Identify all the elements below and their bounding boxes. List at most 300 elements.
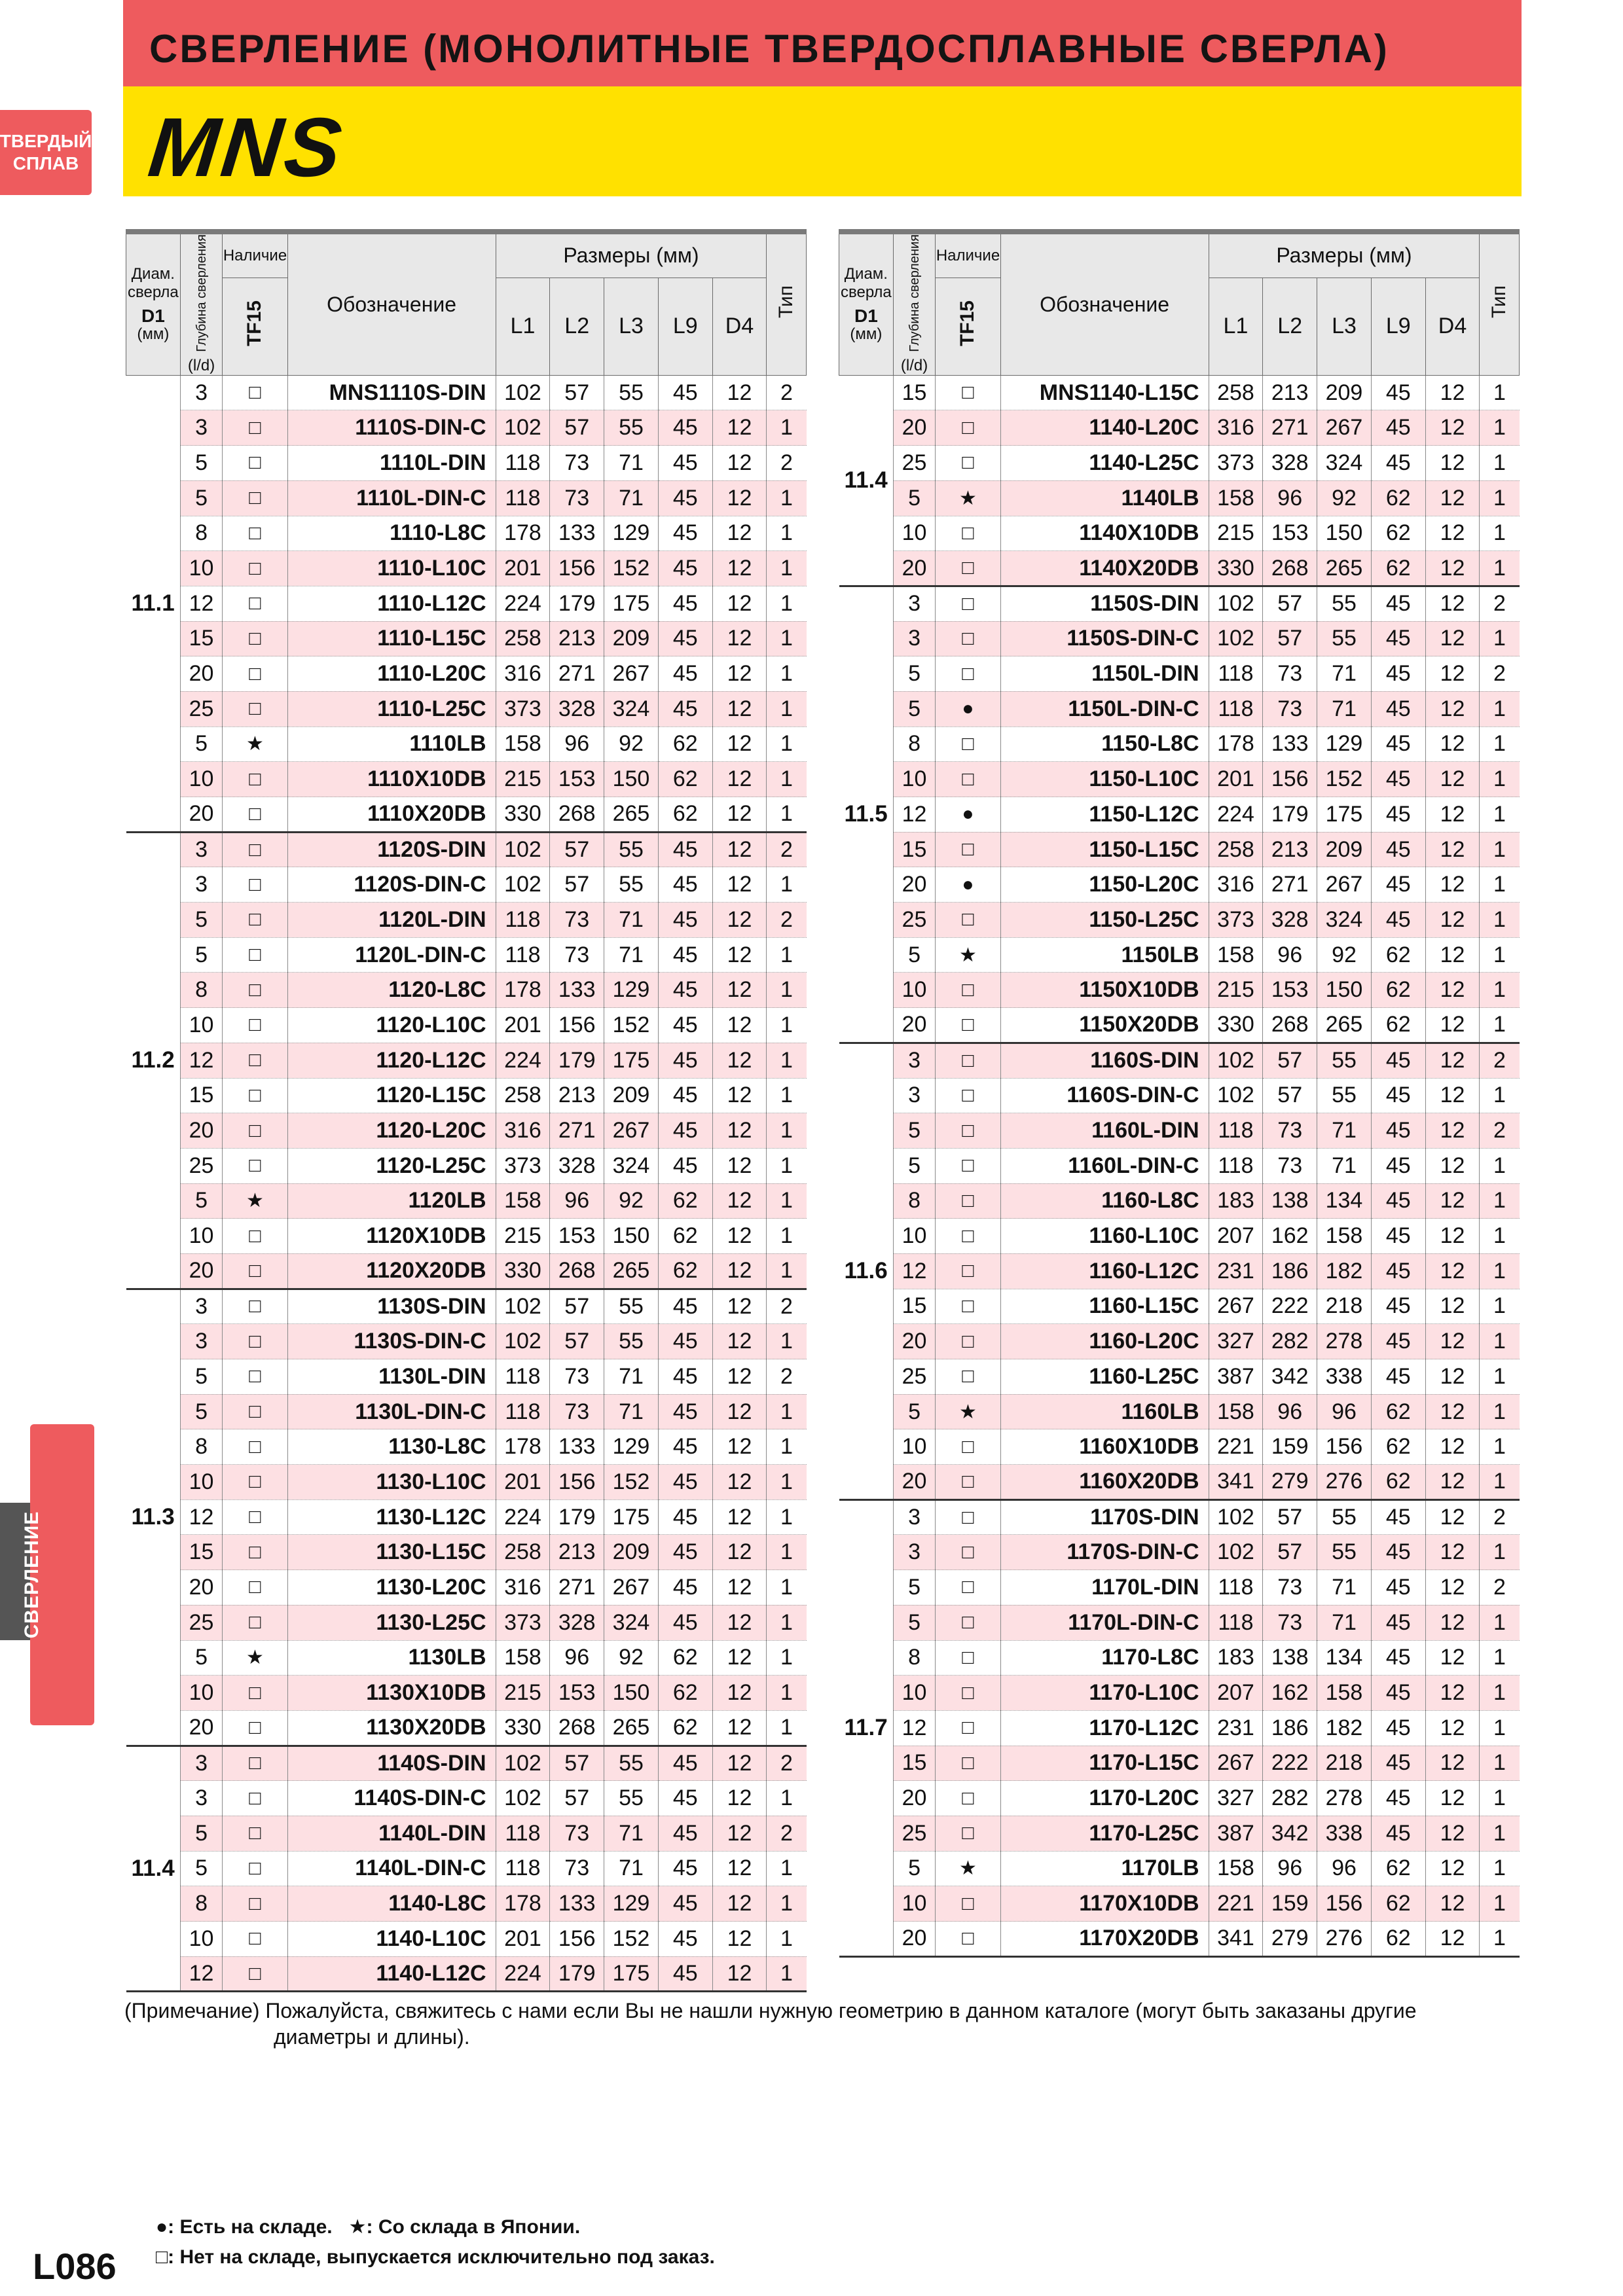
cell-l3: 150 xyxy=(604,1219,659,1254)
table-row xyxy=(126,1289,807,1324)
cell-stock: □ xyxy=(936,1289,1000,1324)
cell-d4: 12 xyxy=(712,1886,767,1922)
cell-type: 1 xyxy=(767,1499,807,1535)
cell-type: 1 xyxy=(1480,1148,1520,1183)
cell-l1: 118 xyxy=(496,1851,550,1886)
cell-l1: 178 xyxy=(1209,726,1263,762)
cell-diameter: 11.7 xyxy=(839,1499,894,1956)
cell-depth: 3 xyxy=(893,621,936,656)
cell-designation: 1170L-DIN xyxy=(1000,1570,1209,1605)
cell-stock: □ xyxy=(936,375,1000,410)
cell-d4: 12 xyxy=(1425,1253,1480,1289)
cell-diameter: 11.6 xyxy=(839,1043,894,1499)
cell-designation: 1170LB xyxy=(1000,1851,1209,1886)
cell-type: 1 xyxy=(767,1394,807,1429)
table-row xyxy=(839,973,1520,1008)
cell-stock: □ xyxy=(223,1746,287,1781)
cell-type: 2 xyxy=(767,446,807,481)
cell-depth: 15 xyxy=(893,832,936,867)
cell-l3: 265 xyxy=(1317,551,1372,586)
cell-l9: 62 xyxy=(1371,1008,1425,1043)
cell-l3: 92 xyxy=(604,1640,659,1676)
cell-l9: 45 xyxy=(1371,1078,1425,1113)
cell-depth: 15 xyxy=(180,621,223,656)
cell-depth: 25 xyxy=(893,446,936,481)
cell-designation: 1140X20DB xyxy=(1000,551,1209,586)
cell-l2: 342 xyxy=(1263,1359,1317,1395)
cell-type: 1 xyxy=(1480,410,1520,446)
table-row xyxy=(126,1746,807,1781)
cell-depth: 3 xyxy=(893,1535,936,1570)
cell-l2: 271 xyxy=(550,1570,604,1605)
cell-designation: 1160L-DIN-C xyxy=(1000,1148,1209,1183)
cell-designation: 1130LB xyxy=(287,1640,496,1676)
cell-d4: 12 xyxy=(1425,1886,1480,1922)
cell-type: 1 xyxy=(767,973,807,1008)
cell-l1: 102 xyxy=(496,1746,550,1781)
cell-l9: 45 xyxy=(658,1429,712,1465)
table-row xyxy=(839,1781,1520,1816)
cell-l3: 276 xyxy=(1317,1465,1372,1500)
cell-l3: 267 xyxy=(604,1570,659,1605)
table-row xyxy=(839,621,1520,656)
cell-l3: 175 xyxy=(604,1499,659,1535)
header-l9: L9 xyxy=(658,278,712,375)
cell-type: 1 xyxy=(767,797,807,833)
cell-l9: 62 xyxy=(1371,1851,1425,1886)
table-row xyxy=(839,1676,1520,1711)
cell-l9: 45 xyxy=(658,410,712,446)
cell-l2: 138 xyxy=(1263,1640,1317,1676)
cell-depth: 10 xyxy=(180,551,223,586)
cell-depth: 5 xyxy=(180,480,223,516)
cell-depth: 5 xyxy=(893,937,936,973)
cell-stock: □ xyxy=(936,1043,1000,1078)
cell-l3: 175 xyxy=(604,586,659,621)
cell-designation: MNS1110S-DIN xyxy=(287,375,496,410)
cell-designation: 1130S-DIN-C xyxy=(287,1324,496,1359)
cell-depth: 10 xyxy=(180,1676,223,1711)
title-bar xyxy=(123,0,1522,86)
cell-stock: ★ xyxy=(223,1640,287,1676)
cell-l1: 224 xyxy=(496,586,550,621)
cell-stock: □ xyxy=(936,1570,1000,1605)
table-row xyxy=(126,1535,807,1570)
cell-l2: 57 xyxy=(550,1289,604,1324)
table-row xyxy=(126,1429,807,1465)
cell-d4: 12 xyxy=(1425,867,1480,903)
cell-type: 1 xyxy=(1480,1008,1520,1043)
cell-d4: 12 xyxy=(712,1008,767,1043)
cell-d4: 12 xyxy=(712,762,767,797)
cell-d4: 12 xyxy=(1425,1499,1480,1535)
cell-l3: 92 xyxy=(604,1183,659,1219)
header-grade xyxy=(936,278,1000,375)
cell-l3: 152 xyxy=(604,1008,659,1043)
cell-stock: □ xyxy=(936,1253,1000,1289)
cell-d4: 12 xyxy=(1425,726,1480,762)
cell-l9: 45 xyxy=(1371,446,1425,481)
cell-l1: 118 xyxy=(1209,1570,1263,1605)
cell-l9: 62 xyxy=(658,797,712,833)
cell-stock: □ xyxy=(223,1605,287,1640)
table-row xyxy=(839,1078,1520,1113)
cell-depth: 3 xyxy=(180,1746,223,1781)
table-row xyxy=(126,375,807,410)
cell-l1: 330 xyxy=(1209,1008,1263,1043)
cell-d4: 12 xyxy=(712,410,767,446)
cell-type: 1 xyxy=(1480,1746,1520,1781)
cell-type: 2 xyxy=(1480,1499,1520,1535)
cell-l2: 153 xyxy=(550,1219,604,1254)
cell-d4: 12 xyxy=(1425,1078,1480,1113)
table-row xyxy=(126,621,807,656)
cell-designation: 1110L-DIN-C xyxy=(287,480,496,516)
cell-l2: 159 xyxy=(1263,1429,1317,1465)
cell-depth: 5 xyxy=(893,1570,936,1605)
table-row xyxy=(126,1113,807,1149)
table-row xyxy=(126,1851,807,1886)
cell-depth: 10 xyxy=(893,1676,936,1711)
cell-designation: 1170S-DIN xyxy=(1000,1499,1209,1535)
cell-l3: 71 xyxy=(604,1394,659,1429)
cell-d4: 12 xyxy=(712,1043,767,1078)
cell-d4: 12 xyxy=(712,832,767,867)
cell-designation: 1150-L12C xyxy=(1000,797,1209,833)
cell-designation: 1170L-DIN-C xyxy=(1000,1605,1209,1640)
cell-depth: 5 xyxy=(180,1359,223,1395)
cell-l2: 186 xyxy=(1263,1253,1317,1289)
cell-l1: 158 xyxy=(1209,937,1263,973)
cell-d4: 12 xyxy=(1425,1851,1480,1886)
header-depth-label: Глубина сверления xyxy=(907,234,922,352)
table-row xyxy=(839,1148,1520,1183)
table-row xyxy=(839,691,1520,726)
cell-l1: 158 xyxy=(1209,1851,1263,1886)
cell-l9: 45 xyxy=(658,1289,712,1324)
cell-l3: 150 xyxy=(604,762,659,797)
cell-designation: 1160X10DB xyxy=(1000,1429,1209,1465)
cell-stock: □ xyxy=(936,1781,1000,1816)
cell-l2: 222 xyxy=(1263,1746,1317,1781)
cell-designation: 1120L-DIN xyxy=(287,903,496,938)
cell-designation: 1130L-DIN-C xyxy=(287,1394,496,1429)
cell-l3: 152 xyxy=(604,1922,659,1957)
cell-type: 1 xyxy=(1480,1886,1520,1922)
cell-d4: 12 xyxy=(1425,1570,1480,1605)
cell-type: 1 xyxy=(767,1113,807,1149)
cell-designation: 1120-L15C xyxy=(287,1078,496,1113)
cell-designation: 1130X10DB xyxy=(287,1676,496,1711)
cell-d4: 12 xyxy=(1425,973,1480,1008)
cell-type: 1 xyxy=(767,1781,807,1816)
table-row xyxy=(126,1394,807,1429)
cell-l9: 45 xyxy=(658,621,712,656)
cell-l2: 213 xyxy=(550,1078,604,1113)
cell-stock: □ xyxy=(936,586,1000,621)
cell-type: 2 xyxy=(1480,1113,1520,1149)
cell-stock: □ xyxy=(936,1008,1000,1043)
cell-d4: 12 xyxy=(712,1851,767,1886)
cell-d4: 12 xyxy=(712,1922,767,1957)
cell-l2: 57 xyxy=(550,1746,604,1781)
cell-l9: 45 xyxy=(658,1605,712,1640)
cell-type: 1 xyxy=(767,1183,807,1219)
table-row xyxy=(839,375,1520,410)
legend-not-in-stock: □: Нет на складе, выпускается исключительно под заказ. xyxy=(156,2246,715,2268)
header-d1-line4: (мм) xyxy=(137,325,170,344)
cell-d4: 12 xyxy=(1425,446,1480,481)
cell-l2: 73 xyxy=(550,1851,604,1886)
cell-depth: 3 xyxy=(893,1499,936,1535)
cell-l2: 268 xyxy=(550,797,604,833)
cell-stock: □ xyxy=(223,1043,287,1078)
cell-d4: 12 xyxy=(1425,903,1480,938)
cell-depth: 15 xyxy=(180,1535,223,1570)
cell-designation: 1140-L25C xyxy=(1000,446,1209,481)
cell-depth: 5 xyxy=(893,656,936,692)
cell-l1: 330 xyxy=(496,1253,550,1289)
cell-stock: □ xyxy=(936,410,1000,446)
cell-depth: 15 xyxy=(893,1746,936,1781)
cell-l1: 327 xyxy=(1209,1781,1263,1816)
cell-d4: 12 xyxy=(712,1219,767,1254)
cell-l2: 282 xyxy=(1263,1781,1317,1816)
cell-type: 1 xyxy=(1480,446,1520,481)
cell-depth: 25 xyxy=(180,1148,223,1183)
header-type-label: Тип xyxy=(1488,285,1510,318)
cell-l2: 73 xyxy=(550,937,604,973)
cell-d4: 12 xyxy=(1425,410,1480,446)
cell-d4: 12 xyxy=(1425,1922,1480,1957)
cell-l2: 179 xyxy=(1263,797,1317,833)
cell-stock: □ xyxy=(936,1078,1000,1113)
cell-l3: 129 xyxy=(604,516,659,551)
table-row xyxy=(839,797,1520,833)
cell-depth: 5 xyxy=(893,1394,936,1429)
cell-designation: 1160L-DIN xyxy=(1000,1113,1209,1149)
cell-type: 1 xyxy=(767,937,807,973)
cell-l1: 316 xyxy=(1209,410,1263,446)
cell-l2: 268 xyxy=(1263,1008,1317,1043)
cell-l1: 201 xyxy=(496,1922,550,1957)
page-number: L086 xyxy=(33,2246,117,2287)
cell-l1: 201 xyxy=(1209,762,1263,797)
header-d1-line2: сверла xyxy=(128,283,179,302)
cell-stock: □ xyxy=(223,903,287,938)
cell-l2: 73 xyxy=(550,480,604,516)
table-row xyxy=(126,446,807,481)
cell-designation: 1160S-DIN xyxy=(1000,1043,1209,1078)
cell-l2: 73 xyxy=(550,1394,604,1429)
side-tab-material xyxy=(0,110,92,195)
cell-l2: 73 xyxy=(550,1816,604,1851)
cell-l3: 55 xyxy=(1317,1078,1372,1113)
cell-l3: 71 xyxy=(604,1851,659,1886)
cell-stock: □ xyxy=(223,1394,287,1429)
cell-l1: 258 xyxy=(1209,375,1263,410)
header-grade-label: TF15 xyxy=(244,300,266,347)
cell-stock: □ xyxy=(223,1535,287,1570)
legend-row-stock xyxy=(156,2212,715,2242)
cell-l9: 62 xyxy=(1371,1886,1425,1922)
cell-l3: 92 xyxy=(604,726,659,762)
cell-l9: 45 xyxy=(658,1886,712,1922)
cell-designation: 1150LB xyxy=(1000,937,1209,973)
cell-l2: 162 xyxy=(1263,1676,1317,1711)
cell-l3: 71 xyxy=(1317,691,1372,726)
cell-d4: 12 xyxy=(712,1605,767,1640)
cell-d4: 12 xyxy=(712,551,767,586)
cell-l3: 71 xyxy=(604,446,659,481)
cell-stock: ★ xyxy=(223,1183,287,1219)
table-row xyxy=(126,937,807,973)
cell-l2: 179 xyxy=(550,1043,604,1078)
cell-l9: 45 xyxy=(1371,1781,1425,1816)
cell-type: 1 xyxy=(767,1640,807,1676)
cell-l1: 231 xyxy=(1209,1253,1263,1289)
cell-l9: 45 xyxy=(1371,1113,1425,1149)
cell-l3: 158 xyxy=(1317,1219,1372,1254)
table-row xyxy=(126,1148,807,1183)
cell-l3: 278 xyxy=(1317,1324,1372,1359)
cell-l1: 215 xyxy=(1209,516,1263,551)
cell-type: 1 xyxy=(767,410,807,446)
cell-designation: 1140L-DIN xyxy=(287,1816,496,1851)
cell-depth: 8 xyxy=(180,973,223,1008)
cell-depth: 5 xyxy=(180,1394,223,1429)
cell-l3: 71 xyxy=(1317,1148,1372,1183)
cell-l3: 55 xyxy=(604,1324,659,1359)
cell-type: 1 xyxy=(767,656,807,692)
cell-d4: 12 xyxy=(1425,691,1480,726)
table-row xyxy=(839,586,1520,621)
cell-designation: 1150-L8C xyxy=(1000,726,1209,762)
cell-diameter: 11.3 xyxy=(126,1289,181,1746)
cell-d4: 12 xyxy=(1425,832,1480,867)
table-row xyxy=(126,551,807,586)
cell-stock: ● xyxy=(936,691,1000,726)
cell-l2: 57 xyxy=(1263,1078,1317,1113)
cell-l2: 162 xyxy=(1263,1219,1317,1254)
cell-l1: 118 xyxy=(496,1394,550,1429)
cell-type: 1 xyxy=(1480,1394,1520,1429)
cell-depth: 3 xyxy=(180,832,223,867)
cell-depth: 20 xyxy=(893,551,936,586)
cell-l1: 316 xyxy=(1209,867,1263,903)
cell-l1: 373 xyxy=(1209,446,1263,481)
cell-designation: 1130-L25C xyxy=(287,1605,496,1640)
table-row xyxy=(839,937,1520,973)
cell-depth: 20 xyxy=(893,1781,936,1816)
legend-in-stock: ●: Есть на складе. xyxy=(156,2216,333,2238)
cell-stock: □ xyxy=(223,1429,287,1465)
cell-l3: 71 xyxy=(604,903,659,938)
cell-l9: 45 xyxy=(658,973,712,1008)
cell-type: 1 xyxy=(767,1465,807,1500)
cell-l3: 55 xyxy=(1317,586,1372,621)
cell-depth: 8 xyxy=(893,1183,936,1219)
table-row xyxy=(126,1570,807,1605)
cell-stock: □ xyxy=(223,1253,287,1289)
cell-stock: □ xyxy=(223,1289,287,1324)
cell-designation: 1160-L15C xyxy=(1000,1289,1209,1324)
cell-type: 1 xyxy=(767,1535,807,1570)
cell-l1: 102 xyxy=(1209,1499,1263,1535)
cell-l1: 102 xyxy=(496,867,550,903)
cell-d4: 12 xyxy=(1425,1781,1480,1816)
cell-designation: 1110-L12C xyxy=(287,586,496,621)
cell-l2: 73 xyxy=(1263,1113,1317,1149)
cell-depth: 5 xyxy=(893,1605,936,1640)
cell-d4: 12 xyxy=(712,446,767,481)
cell-l9: 45 xyxy=(1371,797,1425,833)
cell-l2: 133 xyxy=(550,1429,604,1465)
cell-depth: 20 xyxy=(893,867,936,903)
cell-type: 1 xyxy=(1480,797,1520,833)
cell-l3: 71 xyxy=(604,1359,659,1395)
cell-d4: 12 xyxy=(712,1781,767,1816)
cell-stock: □ xyxy=(223,1781,287,1816)
cell-designation: 1120-L20C xyxy=(287,1113,496,1149)
table-row xyxy=(126,1219,807,1254)
cell-l2: 96 xyxy=(550,1640,604,1676)
cell-d4: 12 xyxy=(712,516,767,551)
cell-l9: 62 xyxy=(1371,1429,1425,1465)
cell-designation: 1140X10DB xyxy=(1000,516,1209,551)
cell-depth: 5 xyxy=(180,937,223,973)
cell-l3: 134 xyxy=(1317,1183,1372,1219)
spec-table-right xyxy=(839,229,1520,1958)
cell-type: 1 xyxy=(1480,832,1520,867)
cell-l2: 73 xyxy=(1263,1570,1317,1605)
cell-l9: 45 xyxy=(1371,1570,1425,1605)
cell-l9: 45 xyxy=(1371,1710,1425,1746)
cell-type: 1 xyxy=(1480,480,1520,516)
table-row xyxy=(839,1535,1520,1570)
cell-l9: 45 xyxy=(1371,1148,1425,1183)
cell-l9: 45 xyxy=(1371,762,1425,797)
cell-type: 1 xyxy=(767,621,807,656)
cell-l1: 221 xyxy=(1209,1886,1263,1922)
page-title: СВЕРЛЕНИЕ (МОНОЛИТНЫЕ ТВЕРДОСПЛАВНЫЕ СВЕРЛА) xyxy=(149,27,1389,71)
cell-designation: 1150X10DB xyxy=(1000,973,1209,1008)
cell-l3: 152 xyxy=(1317,762,1372,797)
cell-stock: ★ xyxy=(936,1851,1000,1886)
cell-l3: 129 xyxy=(604,1886,659,1922)
cell-d4: 12 xyxy=(1425,1535,1480,1570)
cell-l9: 45 xyxy=(658,1956,712,1992)
cell-l1: 215 xyxy=(496,1676,550,1711)
cell-l2: 268 xyxy=(550,1710,604,1746)
cell-l9: 45 xyxy=(658,1816,712,1851)
cell-l9: 45 xyxy=(658,1851,712,1886)
cell-l3: 156 xyxy=(1317,1429,1372,1465)
cell-designation: 1110L-DIN xyxy=(287,446,496,481)
footnote-line1: (Примечание) Пожалуйста, свяжитесь с нами если Вы не нашли нужную геометрию в данном каталоге (могут быть заказаны другие xyxy=(124,1999,1417,2022)
cell-depth: 25 xyxy=(893,1816,936,1851)
cell-l2: 186 xyxy=(1263,1710,1317,1746)
cell-l3: 55 xyxy=(1317,621,1372,656)
cell-stock: □ xyxy=(936,1922,1000,1957)
cell-l1: 267 xyxy=(1209,1746,1263,1781)
cell-d4: 12 xyxy=(712,691,767,726)
cell-l1: 327 xyxy=(1209,1324,1263,1359)
cell-d4: 12 xyxy=(712,1676,767,1711)
cell-diameter: 11.2 xyxy=(126,832,181,1289)
cell-designation: 1170X10DB xyxy=(1000,1886,1209,1922)
cell-type: 1 xyxy=(767,1676,807,1711)
